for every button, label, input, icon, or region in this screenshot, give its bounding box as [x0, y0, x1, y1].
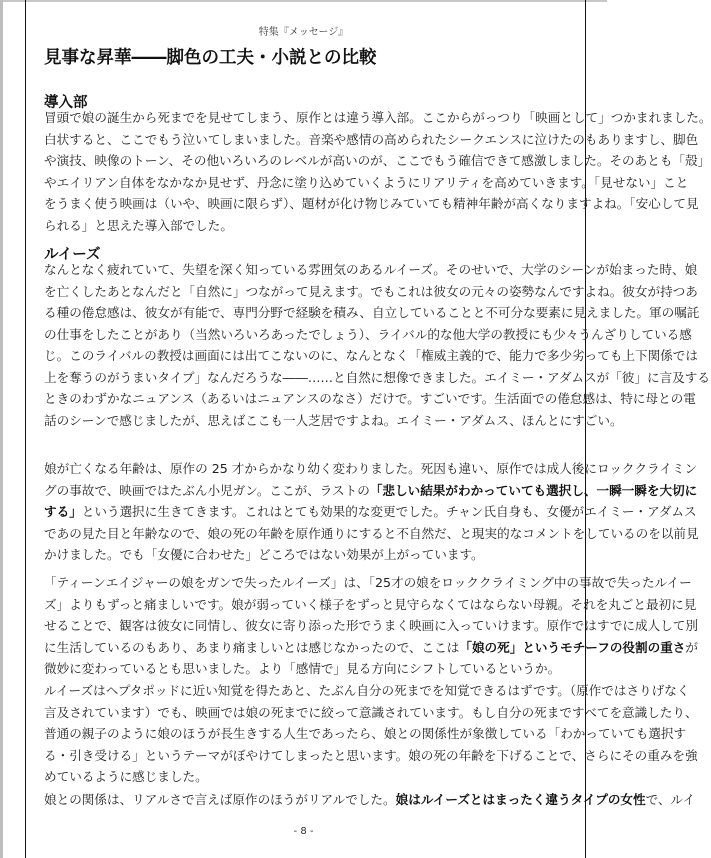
text-line: [44, 723, 687, 745]
text-run: で、ルイ: [645, 792, 696, 807]
page-left-border: [25, 0, 26, 858]
text-line: [44, 523, 699, 545]
page-number: - 8 -: [293, 826, 314, 837]
text-line: [44, 281, 698, 303]
text-run: であの見た目と年齢なので、娘の死の年齢を原作通りにすると不自然だ、と現実的なコメントをしているのを以前見: [44, 525, 699, 541]
text-run: グの事故で、映画ではたぶん小児ガン。ここが、ラストの: [44, 482, 370, 498]
text-line: [44, 259, 698, 281]
text-line: [44, 615, 698, 637]
text-run: る種の倦怠感は、彼女が有能で、専門分野で経験を積み、自立していることと不可分な要素に見えました。軍の嘱託: [44, 305, 700, 320]
text-run: やエイリアン自体をなかなか見せず、丹念に塗り込めていくようにリアリティを高めていきます。「見せない」こと: [44, 174, 689, 190]
text-run: を亡くしたあとなんだと「自然に」つながって見えます。でもこれは彼女の元々の姿勢なんですよね。彼女が持つあ: [44, 283, 698, 299]
text-line: [44, 388, 696, 410]
text-line: [44, 501, 697, 523]
text-run: 娘との関係は、リアルさで言えば原作のほうがリアルでした。: [44, 792, 396, 807]
text-run: ルイーズはヘプタポッドに近い知覚を得たあと、たぶん自分の死までを知覚できるはずです。（原作ではさりげなく: [44, 683, 690, 698]
paragraph: [44, 789, 696, 811]
viewer-left-edge: [0, 0, 3, 858]
text-run: る・引き受ける」というテーマがぼやけてしまったと思います。娘の死の年齢を下げることで、さらにその重みを強: [44, 747, 698, 763]
text-run: ズ」よりもずっと痛ましいです。娘が弱っていく様子をずっと見守らなくてはならない母親。それを丸ごと最初に見: [44, 596, 697, 612]
section-heading-intro: 導入部: [44, 95, 88, 111]
text-run: をうまく使う映画は（いや、映画に限らず）、題材が化け物じみていても精神年齢が高くなりますよね。「安心して見: [44, 196, 699, 211]
paragraph: [44, 572, 698, 680]
text-run: 白状すると、ここでもう泣いてしまいました。音楽や感情の高められたシークエンスに泣けたのもありますし、脚色: [44, 131, 699, 147]
text-line: [44, 789, 696, 811]
text-run: に生活しているのもあり、あまり痛ましいとは感じなかったので、ここは: [44, 639, 460, 655]
text-line: [44, 410, 623, 432]
text-line: [44, 458, 698, 480]
section-heading-louise: ルイーズ: [44, 247, 101, 263]
text-run: という選択に生きてきます。これはとても効果的な変更でした。チャン氏自身も、女優がエイミー・アダムス: [81, 504, 697, 519]
article-title: 見事な昇華――脚色の工夫・小説との比較: [44, 48, 377, 68]
text-run: 普通の親子のように娘のほうが長生きする人生であったら、娘との関係性が象徴している「わかっていても選択す: [44, 726, 687, 741]
text-run: 冒頭で娘の誕生から死までを見せてしまう、原作とは違う導入部。ここからがっつり「映画として」つかまれました。: [44, 110, 711, 125]
text-line: [44, 193, 699, 215]
viewer-top-edge: [0, 0, 607, 2]
text-line: [44, 680, 690, 702]
text-run: 「ティーンエイジャーの娘をガンで失ったルイーズ」は、「25才の娘をロッククライミング中の事故で失ったルイー: [44, 575, 692, 590]
text-run: 話のシーンで感じましたが、思えばここも一人芝居ですよね。エイミー・アダムス、ほんとにすごい。: [44, 412, 623, 428]
text-line: [44, 594, 697, 616]
text-run: が: [685, 639, 698, 655]
text-line: [44, 766, 564, 788]
text-run: かけました。でも「女優に合わせた」どころではない効果が上がっています。: [44, 547, 484, 562]
text-line: [44, 129, 699, 151]
text-line: [44, 544, 564, 566]
text-line: [44, 367, 710, 389]
text-run: の仕事をしたことがあり（当然いろいろあったでしょう）、ライバル的な他大学の教授にも少々うんざりしている感: [44, 326, 692, 342]
text-line: [44, 107, 711, 129]
text-run: じ。このライバルの教授は画面には出てこないのに、なんとなく「権威主義的で、能力で多少劣っても上下関係では: [44, 348, 698, 363]
paragraph: [44, 107, 711, 236]
text-line: [44, 172, 689, 194]
text-run: られる」と思えた導入部でした。: [44, 217, 233, 233]
text-run: 言及されています）でも、映画では娘の死までに絞って意識されています。もし自分の死まですべてを意識したり、: [44, 704, 698, 720]
emphasized-text: 娘はルイーズとはまったく違うタイプの女性: [395, 792, 646, 807]
text-run: 上を奪うのがうまいタイプ」なんだろうな――……と自然に想像できました。エイミー・アダムスが「彼」に言及する: [44, 369, 710, 385]
text-line: [44, 150, 711, 172]
text-run: なんとなく疲れていて、失望を深く知っている雰囲気のあるルイーズ。そのせいで、大学のシーンが始まった時、娘: [44, 262, 698, 277]
text-run: ときのわずかなニュアンス（あるいはニュアンスのなさ）だけで。すごいです。生活面での倦怠感は、特に母との電: [44, 391, 696, 406]
text-line: [44, 215, 564, 237]
text-line: [44, 324, 692, 346]
paragraph: [44, 680, 698, 788]
text-line: [44, 480, 698, 502]
text-line: [44, 745, 698, 767]
text-run: めているように感じました。: [44, 769, 208, 784]
emphasized-text: する」: [44, 504, 82, 519]
text-run: 微妙に変わっているとも思いました。より「感情で」見る方向にシフトしているというか。: [44, 661, 561, 676]
text-line: [44, 637, 698, 659]
emphasized-text: 「悲しい結果がわかっていても選択し、一瞬一瞬を大切に: [369, 482, 698, 498]
paragraph: [44, 259, 710, 431]
text-line: [44, 572, 692, 594]
text-run: や演技、映像のトーン、その他いろいろのレベルが高いのが、ここでもう確信できて感激しました。そのあとも「殻」: [44, 153, 711, 168]
emphasized-text: 「娘の死」というモチーフの役割の重さ: [459, 639, 686, 655]
text-line: [44, 345, 698, 367]
text-line: [44, 702, 698, 724]
text-run: せることで、観客は彼女に同情し、彼女に寄り添った形でうまく映画に入っていけます。原作ではすでに成人して別: [44, 618, 698, 633]
running-header: 特集『メッセージ』: [258, 27, 349, 38]
text-line: [44, 658, 564, 680]
text-run: 娘が亡くなる年齢は、原作の 25 才からかなり幼く変わりました。死因も違い、原作では成人後にロッククライミン: [44, 461, 698, 476]
text-line: [44, 302, 700, 324]
paragraph: [44, 458, 699, 566]
